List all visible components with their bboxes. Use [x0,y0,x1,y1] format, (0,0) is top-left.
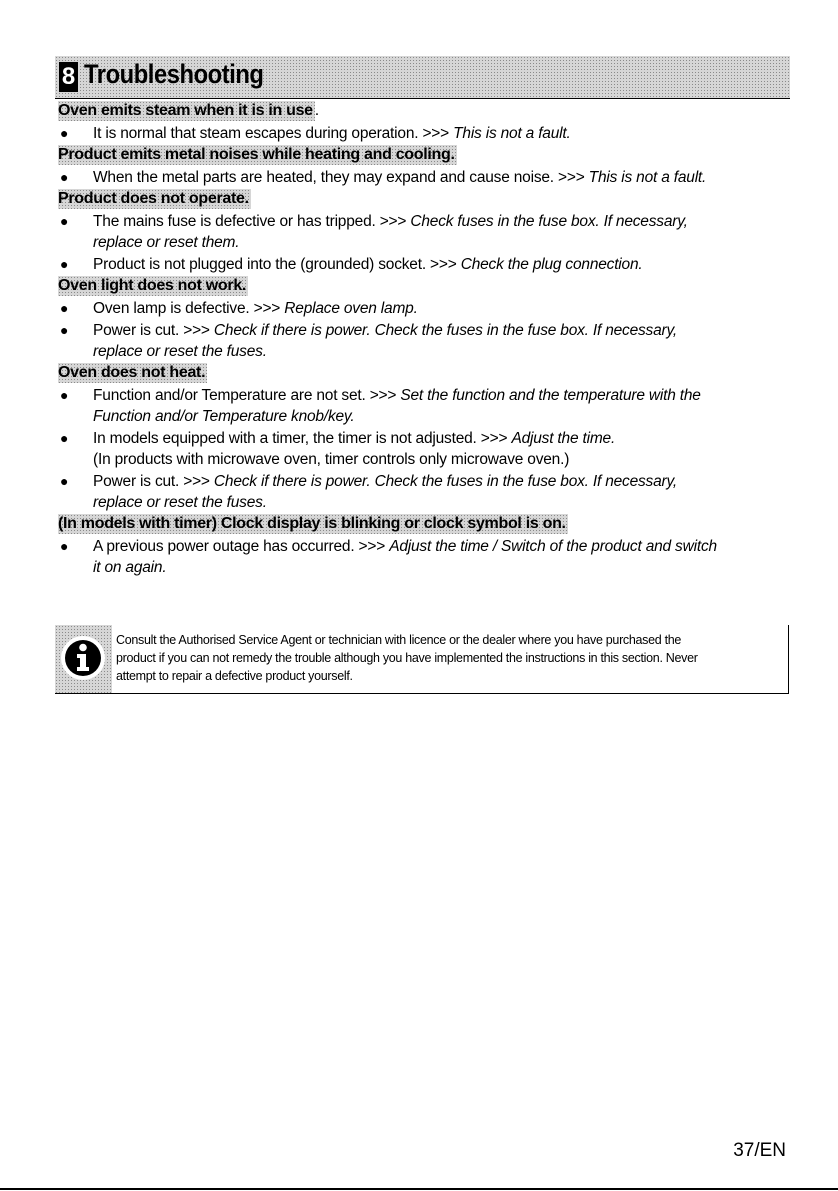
bullet-icon: ● [60,213,69,229]
cause-item [60,471,790,513]
info-line: attempt to repair a defective product yourself. [116,669,353,683]
remedy-continuation: it on again. [93,559,167,576]
remedy-text: Set the function and the temperature with the [400,387,701,404]
section-number-badge: 8 [59,62,78,92]
bullet-icon: ● [60,430,69,446]
cause-item [60,536,790,578]
cause-text: Function and/or Temperature are not set. >>> [93,387,401,404]
problem-heading: Oven light does not work. [58,277,247,294]
troubleshooting-list [60,101,790,579]
bullet-icon: ● [60,169,69,185]
remedy-continuation: Function and/or Temperature knob/key. [93,408,355,425]
remedy-continuation: replace or reset the fuses. [93,494,267,511]
cause-text: Oven lamp is defective. >>> [93,300,285,317]
remedy-text: Check fuses in the fuse box. If necessary, [410,213,688,230]
cause-text: In models equipped with a timer, the timer is not adjusted. >>> [93,430,512,447]
cause-item [60,320,790,362]
problem-heading: (In models with timer) Clock display is blinking or clock symbol is on. [58,515,566,532]
info-note-box [55,625,789,694]
bullet-icon: ● [60,300,69,316]
problem-entry [60,276,790,298]
remedy-text: This is not a fault. [453,125,571,142]
remedy-text: Adjust the time / Switch of the product and switch [389,538,717,555]
remedy-text: Check the plug connection. [460,256,643,273]
problem-heading: Oven does not heat. [58,364,206,381]
bullet-icon: ● [60,125,69,141]
cause-text: A previous power outage has occurred. >>> [93,538,390,555]
problem-entry [60,189,790,211]
cause-item [60,428,790,470]
cause-item [60,123,790,144]
problem-heading: Oven emits steam when it is in use [58,102,313,119]
remedy-text: Check if there is power. Check the fuses in the fuse box. If necessary, [213,322,677,339]
bullet-icon: ● [60,256,69,272]
remedy-continuation: replace or reset them. [93,234,240,251]
info-icon [60,635,106,681]
cause-item [60,385,790,427]
info-line: product if you can not remedy the trouble although you have implemented the instructions in this section. Never [116,651,698,665]
bullet-icon: ● [60,322,69,338]
cause-text: Power is cut. >>> [93,322,214,339]
page-title: Troubleshooting [84,59,264,89]
problem-entry [60,514,790,536]
cause-item [60,254,790,275]
problem-heading: Product emits metal noises while heating and cooling. [58,146,455,163]
page-number: 37/EN [733,1140,786,1161]
section-title-band [55,56,790,99]
remedy-text: Replace oven lamp. [284,300,418,317]
bullet-icon: ● [60,538,69,554]
remedy-text: Check if there is power. Check the fuses in the fuse box. If necessary, [213,473,677,490]
info-note-text [116,631,788,685]
info-line: Consult the Authorised Service Agent or technician with licence or the dealer where you have purchased the [116,633,682,647]
bullet-icon: ● [60,387,69,403]
problem-entry [60,363,790,385]
cause-text: When the metal parts are heated, they may expand and cause noise. >>> [93,169,589,186]
cause-text: The mains fuse is defective or has tripped. >>> [93,213,411,230]
cause-item [60,167,790,188]
cause-text: Power is cut. >>> [93,473,214,490]
problem-entry [60,145,790,167]
remedy-text: This is not a fault. [588,169,707,186]
remedy-continuation: replace or reset the fuses. [93,343,267,360]
problem-heading: Product does not operate. [58,190,249,207]
cause-text: Product is not plugged into the (grounded) socket. >>> [93,256,461,273]
cause-item [60,298,790,319]
bullet-icon: ● [60,473,69,489]
info-icon-panel [55,625,112,693]
bottom-rule [0,1188,838,1190]
heading-period: . [314,102,320,119]
cause-text: It is normal that steam escapes during operation. >>> [93,125,454,142]
remedy-text: Adjust the time. [511,430,616,447]
cause-note: (In products with microwave oven, timer controls only microwave oven.) [93,451,570,468]
cause-item [60,211,790,253]
problem-entry [60,101,790,123]
